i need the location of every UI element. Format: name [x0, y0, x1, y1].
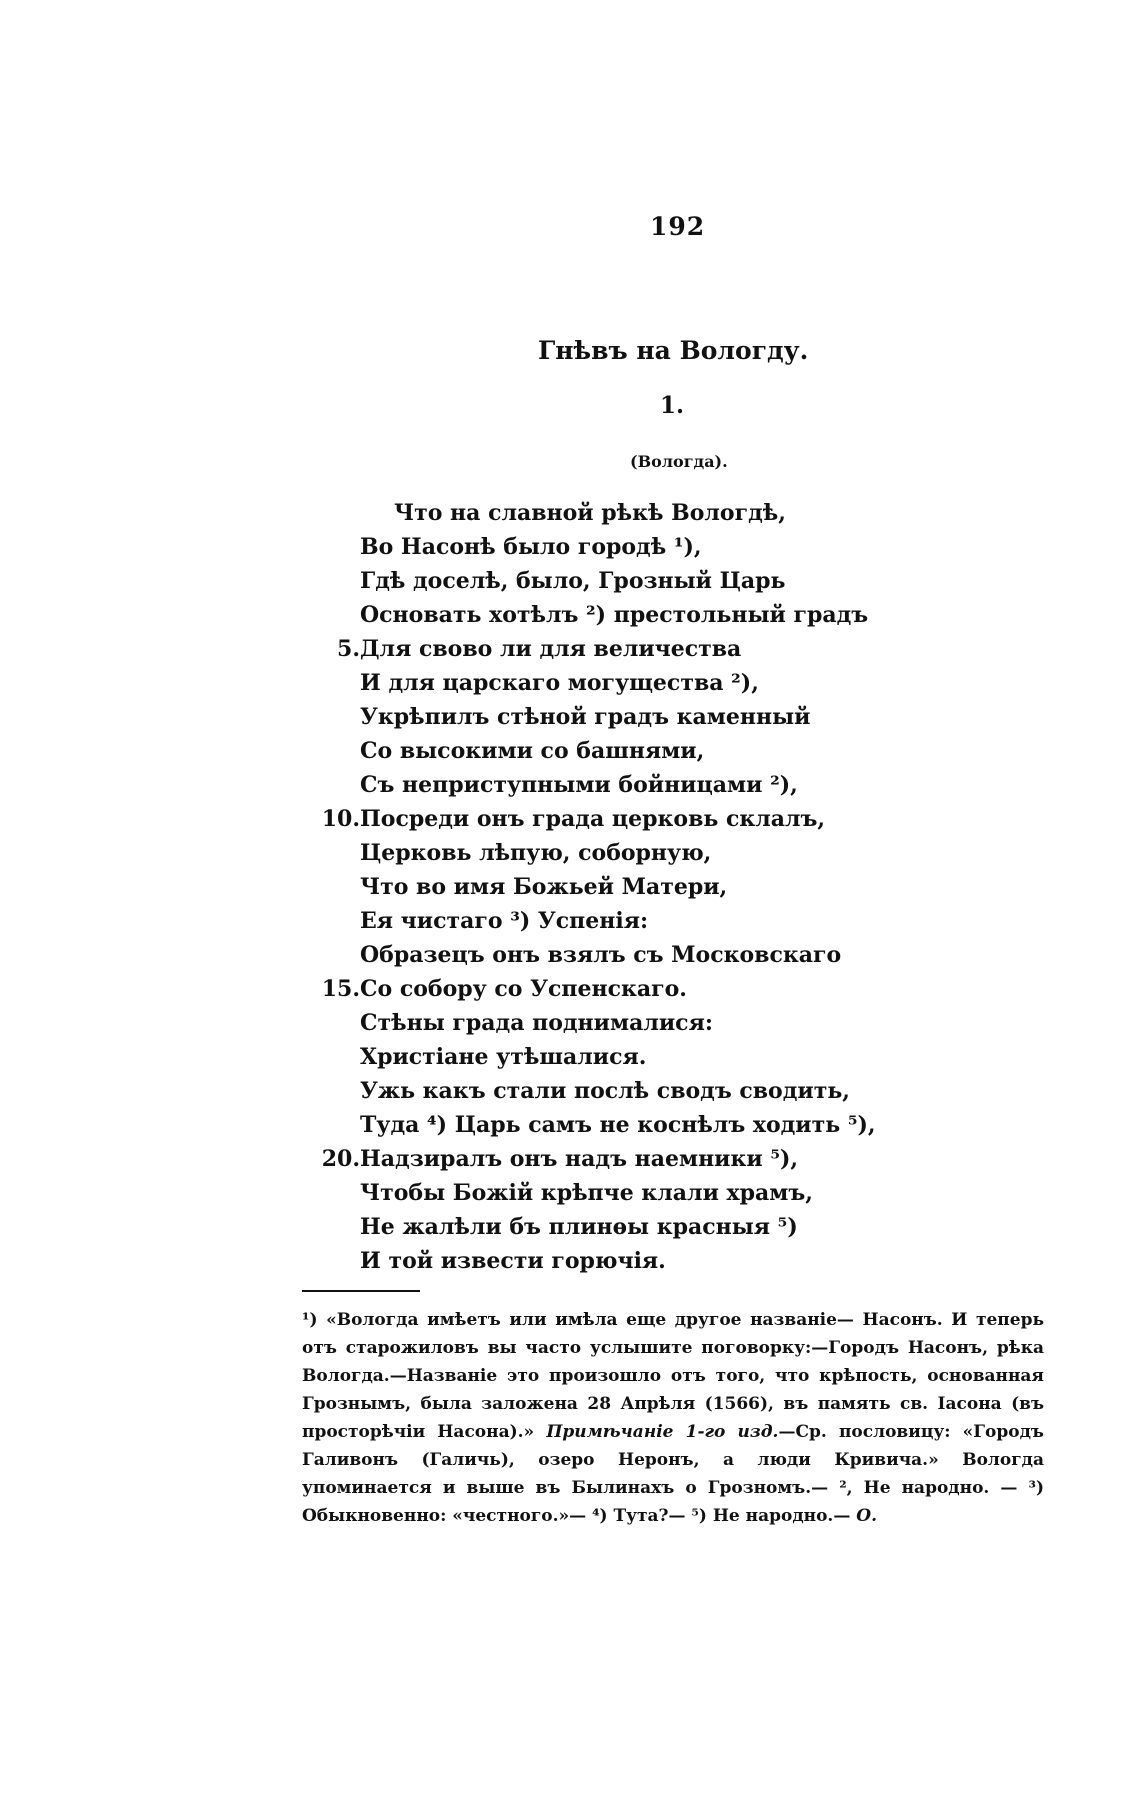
- verse-text: Со высокими со башнями,: [360, 738, 705, 764]
- verse-number: 20.: [321, 1146, 360, 1172]
- footnote-part-1: ¹) «Вологда имѣетъ или имѣла еще другое названіе— Насонъ. И теперь отъ старожиловъ вы часто услышите поговорку:—Городъ Насонъ, рѣка Вологда.—Названіе это произошло отъ того, что крѣпость, основанная Грознымъ, была заложена 28 Апрѣля (1566), въ память св. Іасона (въ просторѣчіи Насона).»: [302, 1310, 1044, 1442]
- verse-text: И для царскаго могущества ²),: [360, 670, 759, 696]
- verse-number: 5.: [337, 636, 360, 662]
- verse-text: Христіане утѣшалися.: [360, 1044, 647, 1070]
- verse-text: Посреди онъ града церковь склалъ,: [360, 806, 826, 832]
- verse-number: 10.: [321, 806, 360, 832]
- verse-text: Церковь лѣпую, соборную,: [360, 840, 712, 866]
- verse-text: Со собору со Успенскаго.: [360, 976, 687, 1002]
- verse-text: Основать хотѣлъ ²) престольный градъ: [360, 602, 869, 628]
- footnote-signature: О.: [856, 1506, 878, 1526]
- page-number: 192: [650, 212, 706, 241]
- verse-text: Съ неприступными бойницами ²),: [360, 772, 798, 798]
- poem-title: Гнѣвъ на Вологду.: [538, 336, 809, 365]
- footnote-italic-note: Примѣчаніе 1-го изд.: [546, 1422, 779, 1442]
- verse-text: Не жалѣли бъ плинѳы красныя ⁵): [360, 1214, 798, 1240]
- footnote-divider: [302, 1290, 420, 1292]
- poem-subtitle: (Вологда).: [630, 452, 728, 471]
- verse-text: Туда ⁴) Царь самъ не коснѣлъ ходить ⁵),: [360, 1112, 876, 1138]
- verse-text: Ужь какъ стали послѣ сводъ сводить,: [360, 1078, 850, 1104]
- verse-text: Гдѣ доселѣ, было, Грозный Царь: [360, 568, 786, 594]
- part-number: 1.: [660, 392, 685, 419]
- footnotes: [302, 1306, 1044, 1530]
- verse-text: Во Насонѣ было городѣ ¹),: [360, 534, 702, 560]
- verse-text: Укрѣпилъ стѣной градъ каменный: [360, 704, 811, 730]
- verse-text: Образецъ онъ взялъ съ Московскаго: [360, 942, 842, 968]
- verse-text: Ея чистаго ³) Успенія:: [360, 908, 649, 934]
- verse-text: Надзиралъ онъ надъ наемники ⁵),: [360, 1146, 799, 1172]
- verse-text: Для свово ли для величества: [360, 636, 742, 662]
- footnote-text: [302, 1306, 1044, 1530]
- verse-number: 15.: [321, 976, 360, 1002]
- verse-text: Стѣны града поднималися:: [360, 1010, 713, 1036]
- verse-text: Что на славной рѣкѣ Вологдѣ,: [394, 500, 786, 526]
- footnote-part-2: —Ср. пословицу: «Городъ Галивонъ (Галичь), озеро Неронъ, а люди Кривича.» Вологда упоминается и выше въ Былинахъ о Грозномъ.— ², Не народно. — ³) Обыкновенно: «честного.»— ⁴) Тута?— ⁵) Не народно.—: [302, 1422, 1044, 1526]
- verse-text: Чтобы Божій крѣпче клали храмъ,: [360, 1180, 813, 1206]
- verse-text: Что во имя Божьей Матери,: [360, 874, 728, 900]
- verse-text: И той извести горючія.: [360, 1248, 666, 1274]
